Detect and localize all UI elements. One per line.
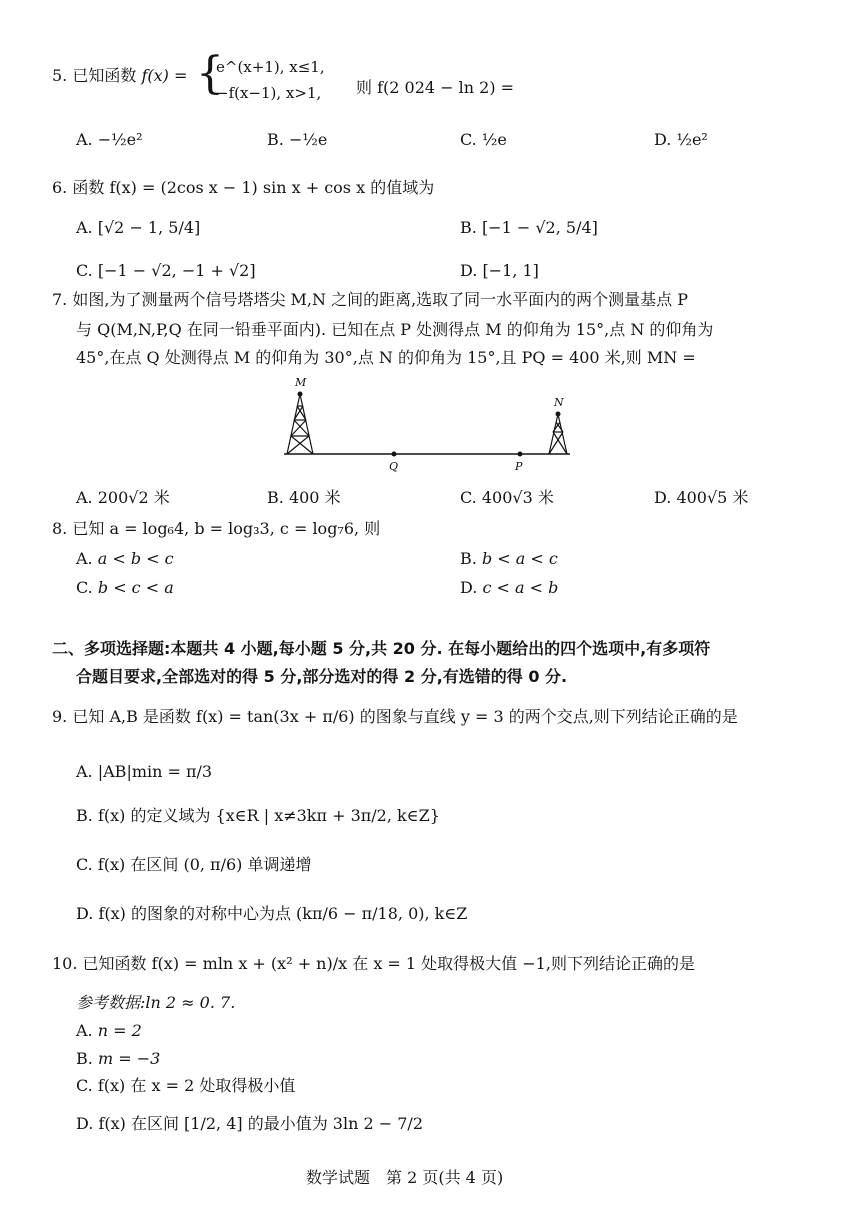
label-q: Q: [389, 460, 399, 473]
q9-option-a[interactable]: A. |AB|min = π/3: [76, 762, 213, 781]
q9-option-a-text: |AB|min = π/3: [97, 762, 213, 781]
q8-option-a-text: a < b < c: [97, 549, 174, 568]
q7-option-d-text: 400√5 米: [676, 488, 749, 507]
q8-option-d[interactable]: D. c < a < b: [460, 578, 559, 597]
q9-option-c-text: f(x) 在区间 (0, π/6) 单调递增: [97, 855, 312, 874]
tower-m-icon: [287, 394, 313, 454]
q5-stem: [52, 68, 187, 84]
q10-text: 已知函数 f(x) = mln x + (x² + n)/x 在 x = 1 处取得极大值 −1,则下列结论正确的是: [82, 954, 695, 973]
q8-number: 8.: [52, 519, 68, 538]
label-m: M: [295, 376, 307, 389]
q9-option-b-text: f(x) 的定义域为 {x∈R | x≠3kπ + 3π/2, k∈Z}: [97, 806, 440, 825]
q7-line3: 45°,在点 Q 处测得点 M 的仰角为 30°,点 N 的仰角为 15°,且 PQ = 400 米,则 MN =: [76, 348, 696, 367]
q6-option-c-text: [−1 − √2, −1 + √2]: [97, 261, 256, 280]
q9-option-c[interactable]: C. f(x) 在区间 (0, π/6) 单调递增: [76, 855, 312, 874]
q5-option-d-text: ½e²: [676, 130, 708, 149]
q8-option-b-text: b < a < c: [481, 549, 558, 568]
q5-case1: e^(x+1), x≤1,: [216, 58, 325, 76]
q5-option-c[interactable]: C. ½e: [460, 130, 507, 149]
page-footer: 数学试题 第 2 页(共 4 页): [306, 1168, 504, 1187]
q9-text: 已知 A,B 是函数 f(x) = tan(3x + π/6) 的图象与直线 y = 3 的两个交点,则下列结论正确的是: [72, 707, 738, 726]
q5-option-a-text: −½e²: [97, 130, 143, 149]
q7-figure: [270, 368, 590, 480]
q7-option-a[interactable]: A. 200√2 米: [76, 488, 170, 507]
q7-option-b[interactable]: B. 400 米: [267, 488, 341, 507]
q8-option-c[interactable]: C. b < c < a: [76, 578, 174, 597]
q6-text: 函数 f(x) = (2cos x − 1) sin x + cos x 的值域为: [72, 178, 435, 197]
q9-option-d[interactable]: D. f(x) 的图象的对称中心为点 (kπ/6 − π/18, 0), k∈Z: [76, 904, 468, 923]
q6-option-b-text: [−1 − √2, 5/4]: [481, 218, 598, 237]
q6-option-d-text: [−1, 1]: [482, 261, 539, 280]
q5-text: 已知函数: [72, 66, 137, 85]
q10-option-d-text: f(x) 在区间 [1/2, 4] 的最小值为 3ln 2 − 7/2: [98, 1114, 423, 1133]
q5-number: 5.: [52, 66, 68, 85]
q10-option-b[interactable]: B. m = −3: [76, 1049, 161, 1068]
q7-option-a-text: 200√2 米: [97, 488, 170, 507]
q5-eq: =: [174, 66, 188, 85]
q6-number: 6.: [52, 178, 68, 197]
q7-option-c-text: 400√3 米: [481, 488, 554, 507]
q10-option-c[interactable]: C. f(x) 在 x = 2 处取得极小值: [76, 1076, 296, 1095]
tower-n-icon: [549, 414, 567, 454]
q7-option-c[interactable]: C. 400√3 米: [460, 488, 554, 507]
q10-option-a-text: n = 2: [97, 1021, 142, 1040]
q6-option-c[interactable]: C. [−1 − √2, −1 + √2]: [76, 261, 256, 280]
q5-fx: f(x): [141, 66, 169, 85]
q7-line1: 7. 如图,为了测量两个信号塔塔尖 M,N 之间的距离,选取了同一水平面内的两个测量基点 P: [52, 290, 689, 309]
q5-option-b[interactable]: B. −½e: [267, 130, 328, 149]
q8-option-d-text: c < a < b: [482, 578, 559, 597]
point-q: [392, 452, 397, 457]
q10-option-c-text: f(x) 在 x = 2 处取得极小值: [97, 1076, 296, 1095]
q7-option-d[interactable]: D. 400√5 米: [654, 488, 749, 507]
q8-stem: [52, 521, 380, 537]
q9-option-b[interactable]: B. f(x) 的定义域为 {x∈R | x≠3kπ + 3π/2, k∈Z}: [76, 806, 440, 825]
q10-number: 10.: [52, 954, 78, 973]
q7-number: 7.: [52, 290, 68, 309]
label-n: N: [554, 396, 564, 409]
q8-option-c-text: b < c < a: [97, 578, 174, 597]
label-p: P: [515, 460, 523, 473]
q10-option-b-text: m = −3: [97, 1049, 161, 1068]
q10-reference-data: 参考数据:ln 2 ≈ 0. 7.: [76, 993, 236, 1012]
q6-option-d[interactable]: D. [−1, 1]: [460, 261, 539, 280]
q5-ask: 则 f(2 024 − ln 2) =: [356, 78, 515, 97]
q5-option-c-text: ½e: [481, 130, 507, 149]
q9-number: 9.: [52, 707, 68, 726]
point-p: [518, 452, 523, 457]
q5-option-a[interactable]: A. −½e²: [76, 130, 143, 149]
q10-stem: [52, 956, 695, 972]
q7-option-b-text: 400 米: [288, 488, 341, 507]
q8-option-b[interactable]: B. b < a < c: [460, 549, 558, 568]
q5-brace: {: [196, 48, 224, 99]
q6-option-a[interactable]: A. [√2 − 1, 5/4]: [76, 218, 201, 237]
q6-option-b[interactable]: B. [−1 − √2, 5/4]: [460, 218, 598, 237]
section-2-heading: 二、多项选择题:本题共 4 小题,每小题 5 分,共 20 分. 在每小题给出的四个选项中,有多项符: [52, 639, 711, 658]
q6-option-a-text: [√2 − 1, 5/4]: [97, 218, 201, 237]
q5-option-d[interactable]: D. ½e²: [654, 130, 708, 149]
q8-text: 已知 a = log₆4, b = log₃3, c = log₇6, 则: [72, 519, 381, 538]
q7-line2: 与 Q(M,N,P,Q 在同一铅垂平面内). 已知在点 P 处测得点 M 的仰角为 15°,点 N 的仰角为: [76, 320, 714, 339]
section-2-line2: 合题目要求,全部选对的得 5 分,部分选对的得 2 分,有选错的得 0 分.: [76, 667, 568, 686]
q6-stem: [52, 180, 434, 196]
q5-option-b-text: −½e: [288, 130, 328, 149]
q10-option-a[interactable]: A. n = 2: [76, 1021, 142, 1040]
q9-option-d-text: f(x) 的图象的对称中心为点 (kπ/6 − π/18, 0), k∈Z: [98, 904, 468, 923]
q10-option-d[interactable]: D. f(x) 在区间 [1/2, 4] 的最小值为 3ln 2 − 7/2: [76, 1114, 423, 1133]
q8-option-a[interactable]: A. a < b < c: [76, 549, 174, 568]
q5-case2: −f(x−1), x>1,: [216, 84, 322, 102]
q9-stem: [52, 709, 738, 725]
